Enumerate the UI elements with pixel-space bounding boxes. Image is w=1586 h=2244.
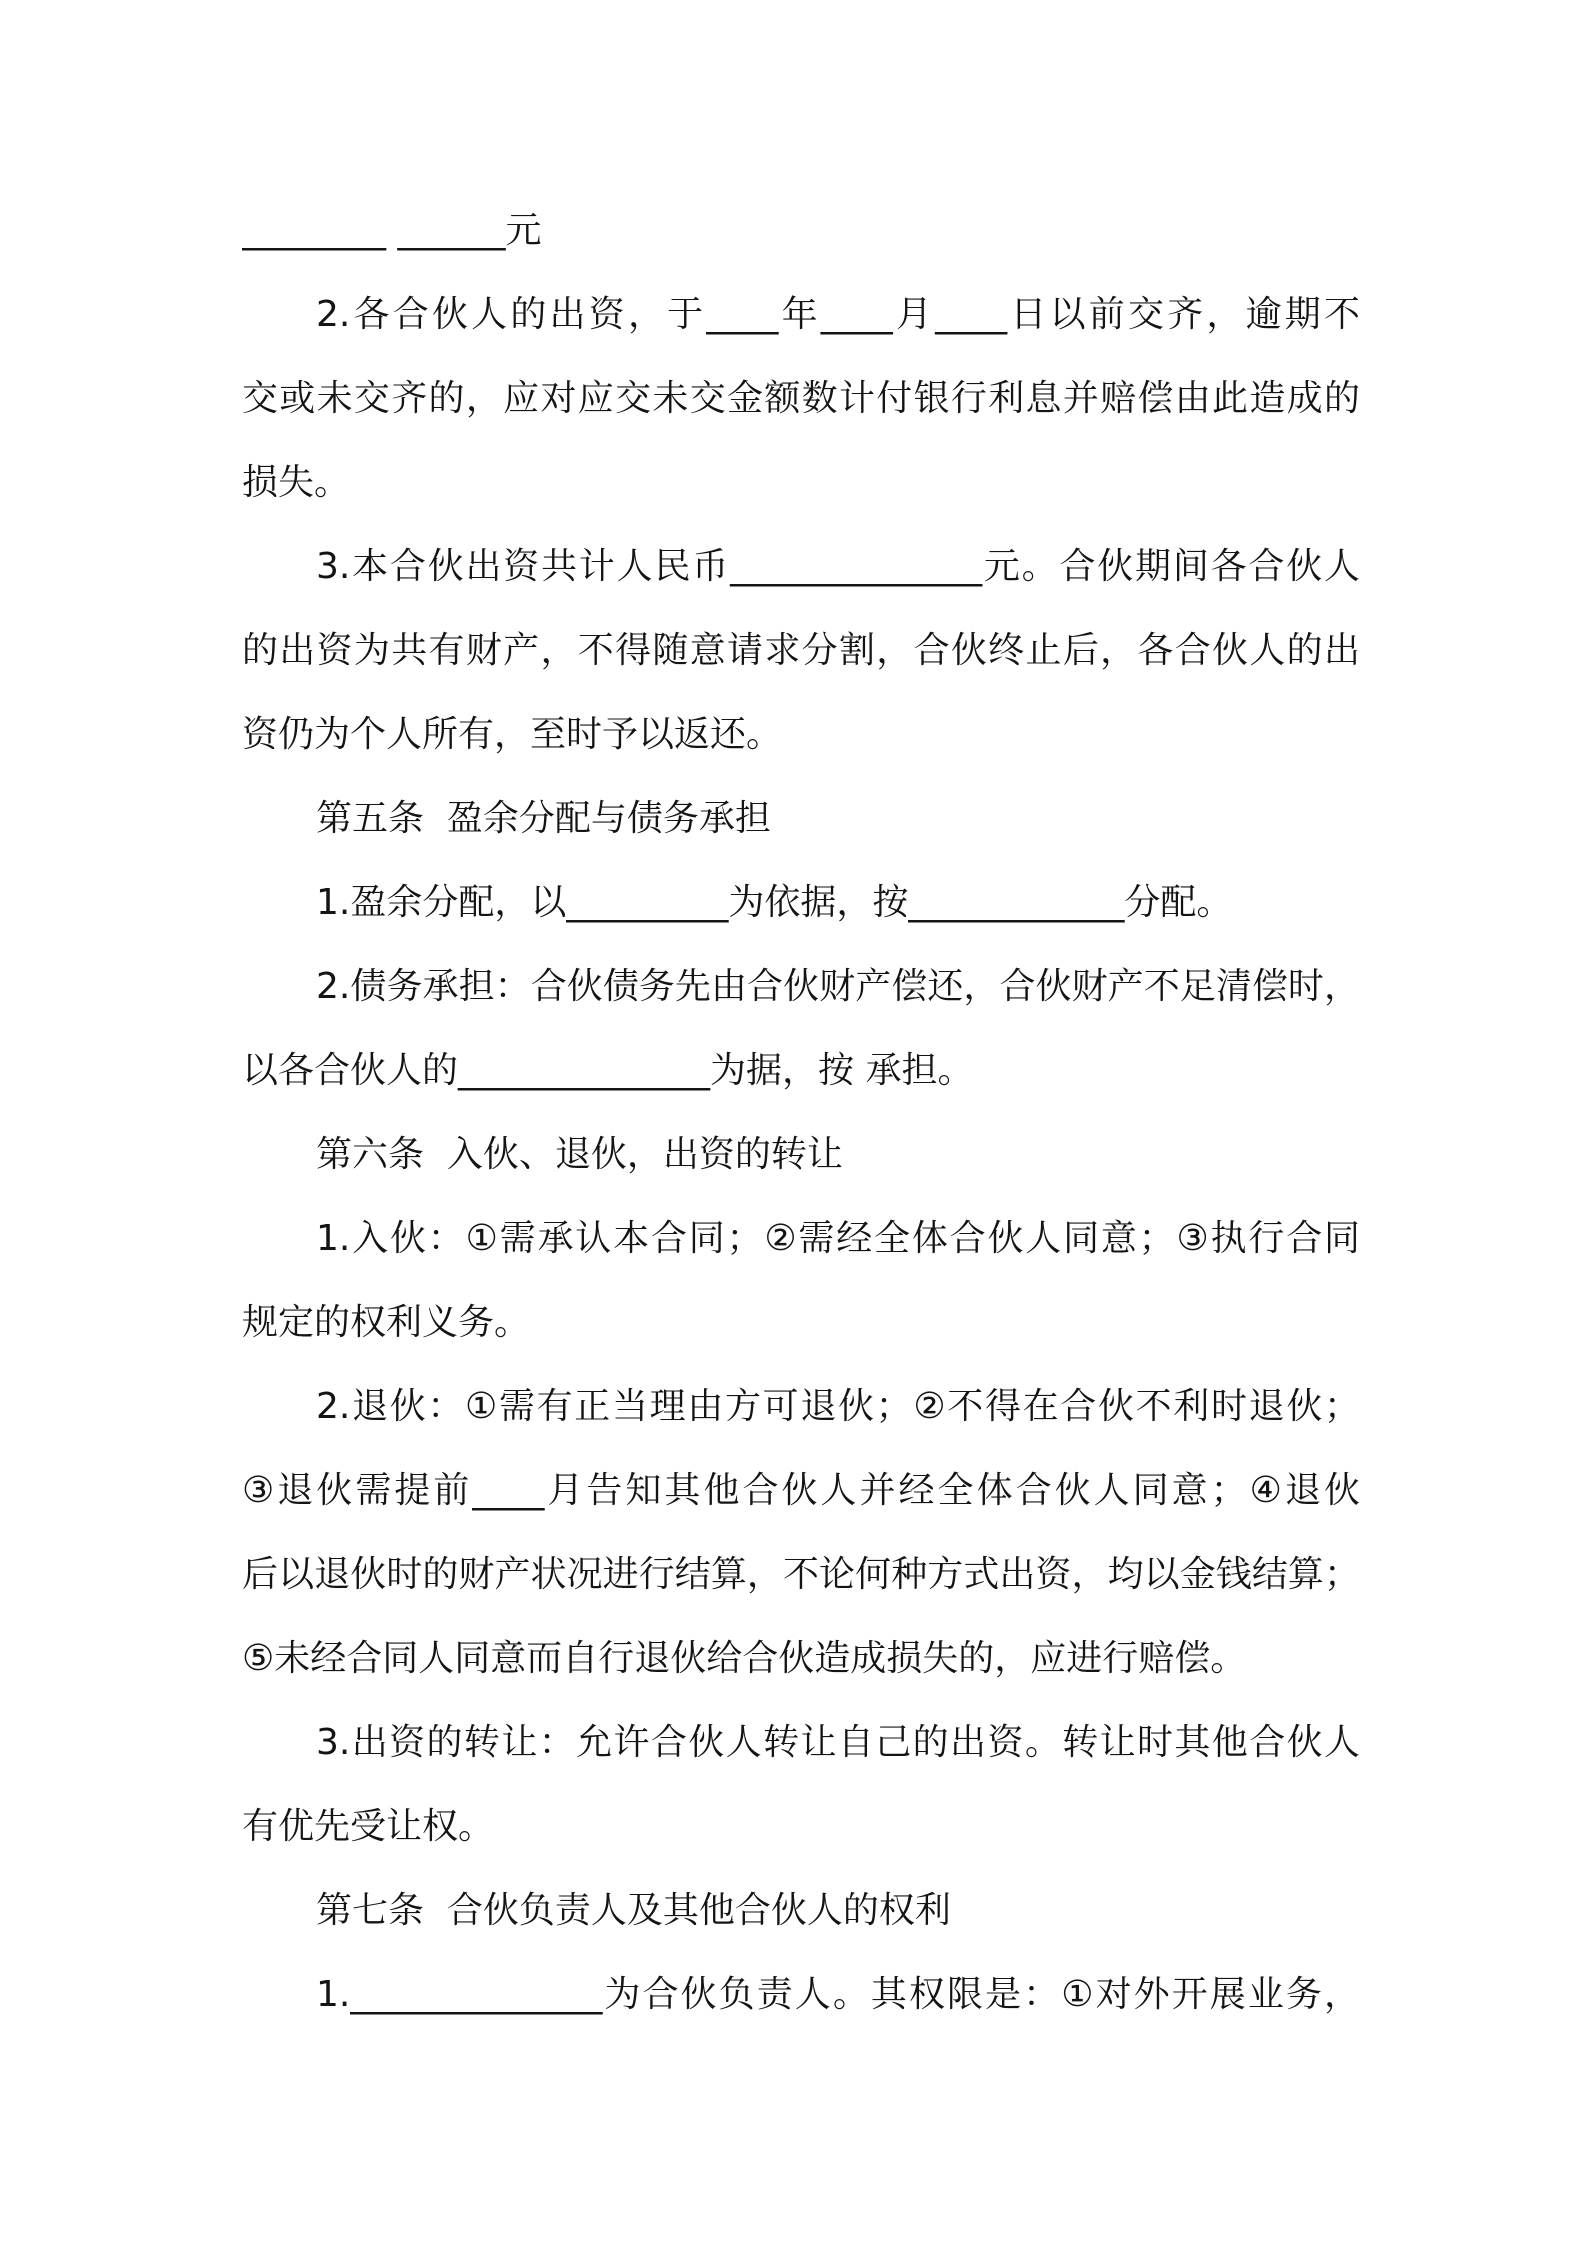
paragraph-line: 的出资为共有财产，不得随意请求分割，合伙终止后，各合伙人的出 bbox=[242, 630, 1360, 671]
paragraph-line: 2.退伙：①需有正当理由方可退伙；②不得在合伙不利时退伙； bbox=[316, 1386, 1360, 1427]
paragraph-line: 3.出资的转让：允许合伙人转让自己的出资。转让时其他合伙人 bbox=[316, 1722, 1360, 1763]
paragraph-line: 有优先受让权。 bbox=[242, 1806, 495, 1847]
article-heading: 第六条 入伙、退伙，出资的转让 bbox=[316, 1134, 843, 1175]
paragraph-line: ⑤未经合同人同意而自行退伙给合伙造成损失的，应进行赔偿。 bbox=[242, 1638, 1247, 1679]
paragraph-line: 损失。 bbox=[242, 462, 351, 503]
paragraph-line: 1.入伙：①需承认本合同；②需经全体合伙人同意；③执行合同 bbox=[316, 1218, 1360, 1259]
contract-body bbox=[242, 189, 1360, 2037]
article-heading: 第七条 合伙负责人及其他合伙人的权利 bbox=[316, 1890, 951, 1931]
paragraph-line: 交或未交齐的，应对应交未交金额数计付银行利息并赔偿由此造成的 bbox=[242, 378, 1360, 419]
paragraph-line: 2.债务承担：合伙债务先由合伙财产偿还，合伙财产不足清偿时， bbox=[316, 966, 1360, 1007]
paragraph-line: 资仍为个人所有，至时予以返还。 bbox=[242, 714, 783, 755]
paragraph-line: 1.盈余分配，以_________为依据，按____________分配。 bbox=[316, 882, 1233, 923]
paragraph-line: 以各合伙人的______________为据，按 承担。 bbox=[242, 1050, 974, 1091]
paragraph-line: 3.本合伙出资共计人民币______________元。合伙期间各合伙人 bbox=[316, 546, 1360, 587]
paragraph-line: 2.各合伙人的出资，于____年____月____日以前交齐，逾期不 bbox=[316, 294, 1360, 335]
paragraph-line: ③退伙需提前____月告知其他合伙人并经全体合伙人同意；④退伙 bbox=[242, 1470, 1360, 1511]
paragraph-line: 规定的权利义务。 bbox=[242, 1302, 531, 1343]
paragraph-line: 后以退伙时的财产状况进行结算，不论何种方式出资，均以金钱结算； bbox=[242, 1554, 1360, 1595]
paragraph-line: 1.______________为合伙负责人。其权限是：①对外开展业务， bbox=[316, 1974, 1360, 2015]
article-heading: 第五条 盈余分配与债务承担 bbox=[316, 798, 771, 839]
paragraph-line: ________ ______元 bbox=[242, 210, 542, 251]
